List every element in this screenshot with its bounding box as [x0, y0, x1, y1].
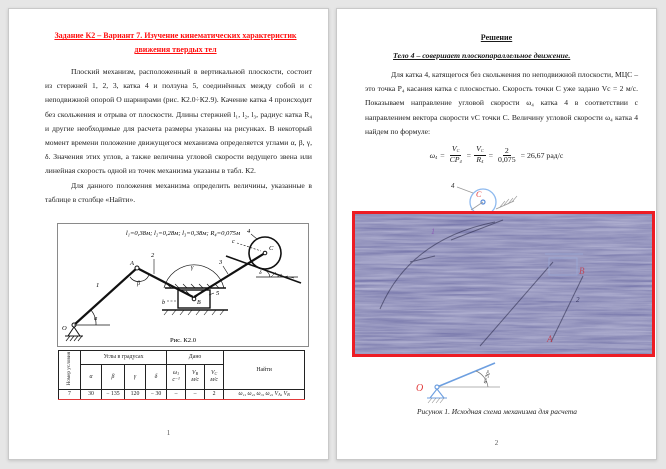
- cell-gamma: 120: [125, 389, 146, 400]
- conditions-table: [58, 350, 305, 400]
- page-number-1: 1: [166, 429, 171, 437]
- col-alpha: α: [81, 364, 102, 389]
- noise-label-A: A: [547, 334, 553, 344]
- table-header-find: Найти: [224, 351, 305, 390]
- cell-omega1: –: [167, 389, 186, 400]
- noise-label-B: B: [579, 266, 585, 276]
- label-c-dim: c: [232, 239, 235, 245]
- col-vb: $V_B$ м/с: [186, 364, 205, 389]
- table-header-given: Дано: [167, 351, 224, 365]
- cell-vc: 2: [205, 389, 224, 400]
- task-title-line2: движения твердых тел: [134, 45, 217, 54]
- col-vc: $V_C$ м/с: [205, 364, 224, 389]
- label-alpha: α: [94, 316, 98, 322]
- label-O: O: [62, 325, 67, 332]
- solution-heading: Решение: [480, 33, 513, 42]
- cell-number: 7: [59, 389, 81, 400]
- task-description: Плоский механизм, расположенный в вертикальной плоскости, состоит из стержней 1, 2, 3, катка 4 и ползуна 5, соединённых между собой и с неподвижной опорой О шарнирами (рис. К2.0÷К2.9). Качение катка 4 происходит без скольжения и отрыва от плоскости. Длины стержней l₁, l₂, l₃, радиус катка R₄ и другие необходимые для расчета размеры указаны на рисунках. В некоторый момент времени положение движущегося механизма определяется углами α, β, γ, δ. Значения этих углов, а также величина угловой скорости ведущего звена или линейная скорость одной из точек механизма указаны в табл. К2.: [45, 67, 312, 176]
- cell-delta: − 30: [146, 389, 167, 400]
- cell-alpha: 30: [81, 389, 102, 400]
- label-C: C: [269, 245, 274, 252]
- noise-label-1: 1: [431, 227, 435, 236]
- noisy-scheme-image: [352, 211, 655, 357]
- label-link3: 3: [219, 259, 223, 266]
- col-delta: δ: [146, 364, 167, 389]
- solution-paragraph: Для катка 4, катящегося без скольжения по неподвижной плоскости, МЦС – это точка Р₄ касания катка с плоскостью. Скорость точки С уже задано Vc = 2 м/с. Показываем направление угловой скорости ω₄ катка 4 в соответствии с направлением вектора скорости vС точки С. Величину угловой скорости ω₄ катка 4 найдем по формуле:: [365, 70, 638, 136]
- crank-sketch: [408, 356, 518, 409]
- omega4-formula: $\omega_4$ = $\frac{V_C}{CP_4}$ = $\frac{V_C}{R_4}$ = $\frac{2}{0,075}$ = 26,67 рад/с: [429, 144, 564, 165]
- label-gamma: γ: [191, 265, 194, 271]
- col-omega1: $\omega_1$ с⁻¹: [167, 364, 186, 389]
- figure1-caption: Рисунок 1. Исходная схема механизма для расчета: [417, 407, 577, 416]
- roller-label-C: C: [476, 190, 482, 199]
- table-header-angles: Углы в градусах: [81, 351, 167, 365]
- label-delta: δ: [259, 270, 262, 276]
- label-link1: 1: [96, 282, 100, 289]
- col-gamma: γ: [125, 364, 146, 389]
- solution-subheading: Тело 4 – совершает плоскопараллельное движение.: [393, 51, 571, 60]
- document-page-1: [8, 8, 329, 460]
- noise-label-2: 2: [576, 296, 580, 304]
- task-title: [39, 29, 312, 57]
- figure-dimensions: l₁=0,38м; l₂=0,28м; l₃=0,38м; R₄=0,075м: [125, 230, 241, 237]
- label-beta: β: [137, 281, 140, 287]
- angle-label: α=30°: [482, 369, 493, 385]
- roller-label-4: 4: [451, 182, 455, 190]
- label-b-dim: b: [162, 300, 165, 306]
- col-beta: β: [102, 364, 125, 389]
- cell-find: ω₁, ω₂, ω₃, ω₄, $V_A$, $V_B$: [224, 389, 305, 400]
- figure-caption: Рис. К2.0: [169, 337, 197, 344]
- mechanism-figure: [57, 223, 309, 347]
- label-link2: 2: [151, 252, 155, 259]
- task-instruction: Для данного положения механизма определить величины, указанные в таблице в столбце «Найти».: [45, 180, 312, 204]
- label-A: A: [130, 260, 134, 267]
- label-B: B: [197, 300, 201, 306]
- sketch-label-O: O: [416, 383, 424, 394]
- mechanism-diagram: [58, 224, 308, 346]
- label-slider5: 5: [216, 290, 220, 297]
- page-number-2: 2: [494, 439, 499, 447]
- table-header-number: Номер условия: [59, 351, 81, 390]
- cell-beta: − 135: [102, 389, 125, 400]
- static-noise: [355, 214, 652, 354]
- task-title-line1: Задание К2 – Вариант 7. Изучение кинематических характеристик: [54, 31, 297, 40]
- cell-vb: –: [186, 389, 205, 400]
- label-roller4: 4: [247, 228, 251, 235]
